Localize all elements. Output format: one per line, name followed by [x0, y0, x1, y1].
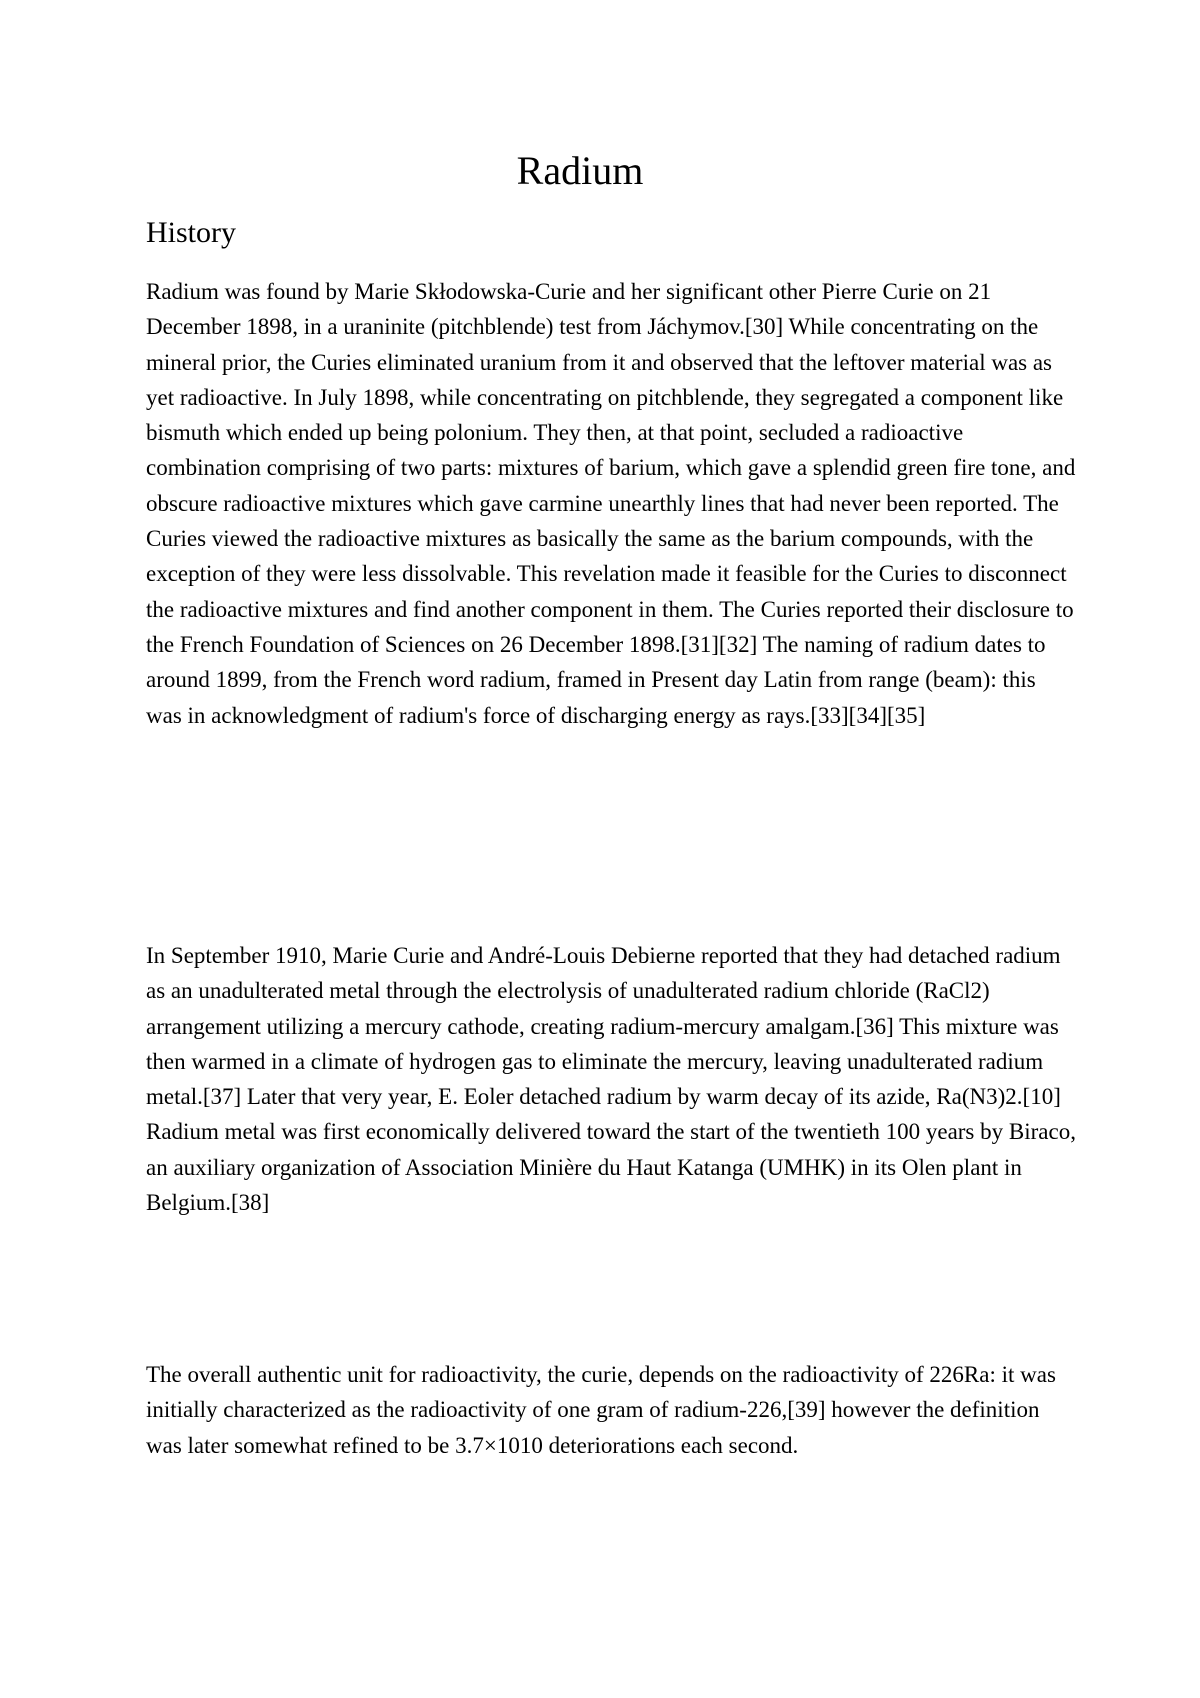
paragraph-discovery: Radium was found by Marie Skłodowska-Curie and her significant other Pierre Curie on 21 December 1898, in a uraninite (pitchblende) test from Jáchymov.[30] While concentrating on the mineral prior, the Curies eliminated uranium from it and observed that the leftover material was as yet radioactive. In July 1898, while concentrating on pitchblende, they segregated a component like bismuth which ended up being polonium. They then, at that point, secluded a radioactive combination comprising of two parts: mixtures of barium, which gave a splendid green fire tone, and obscure radioactive mixtures which gave carmine unearthly lines that had never been reported. The Curies viewed the radioactive mixtures as basically the same as the barium compounds, with the exception of they were less dissolvable. This revelation made it feasible for the Curies to disconnect the radioactive mixtures and find another component in them. The Curies reported their disclosure to the French Foundation of Sciences on 26 December 1898.[31][32] The naming of radium dates to around 1899, from the French word radium, framed in Present day Latin from range (beam): this was in acknowledgment of radium's force of discharging energy as rays.[33][34][35]	[146, 279, 1076, 728]
section-heading-history: History	[146, 216, 236, 249]
paragraph-isolation: In September 1910, Marie Curie and André-Louis Debierne reported that they had detached radium as an unadulterated metal through the electrolysis of unadulterated radium chloride (RaCl2) arrangement utilizing a mercury cathode, creating radium-mercury amalgam.[36] This mixture was then warmed in a climate of hydrogen gas to eliminate the mercury, leaving unadulterated radium metal.[37] Later that very year, E. Eoler detached radium by warm decay of its azide, Ra(N3)2.[10] Radium metal was first economically delivered toward the start of the twentieth 100 years by Biraco, an auxiliary organization of Association Minière du Haut Katanga (UMHK) in its Olen plant in Belgium.[38]	[146, 943, 1076, 1216]
paragraph-curie-unit: The overall authentic unit for radioactivity, the curie, depends on the radioactivity of 226Ra: it was initially characterized as the radioactivity of one gram of radium-226,[39] however the definition was later somewhat refined to be 3.7×1010 deteriorations each second.	[146, 1362, 1056, 1458]
page-title: Radium	[516, 148, 644, 193]
